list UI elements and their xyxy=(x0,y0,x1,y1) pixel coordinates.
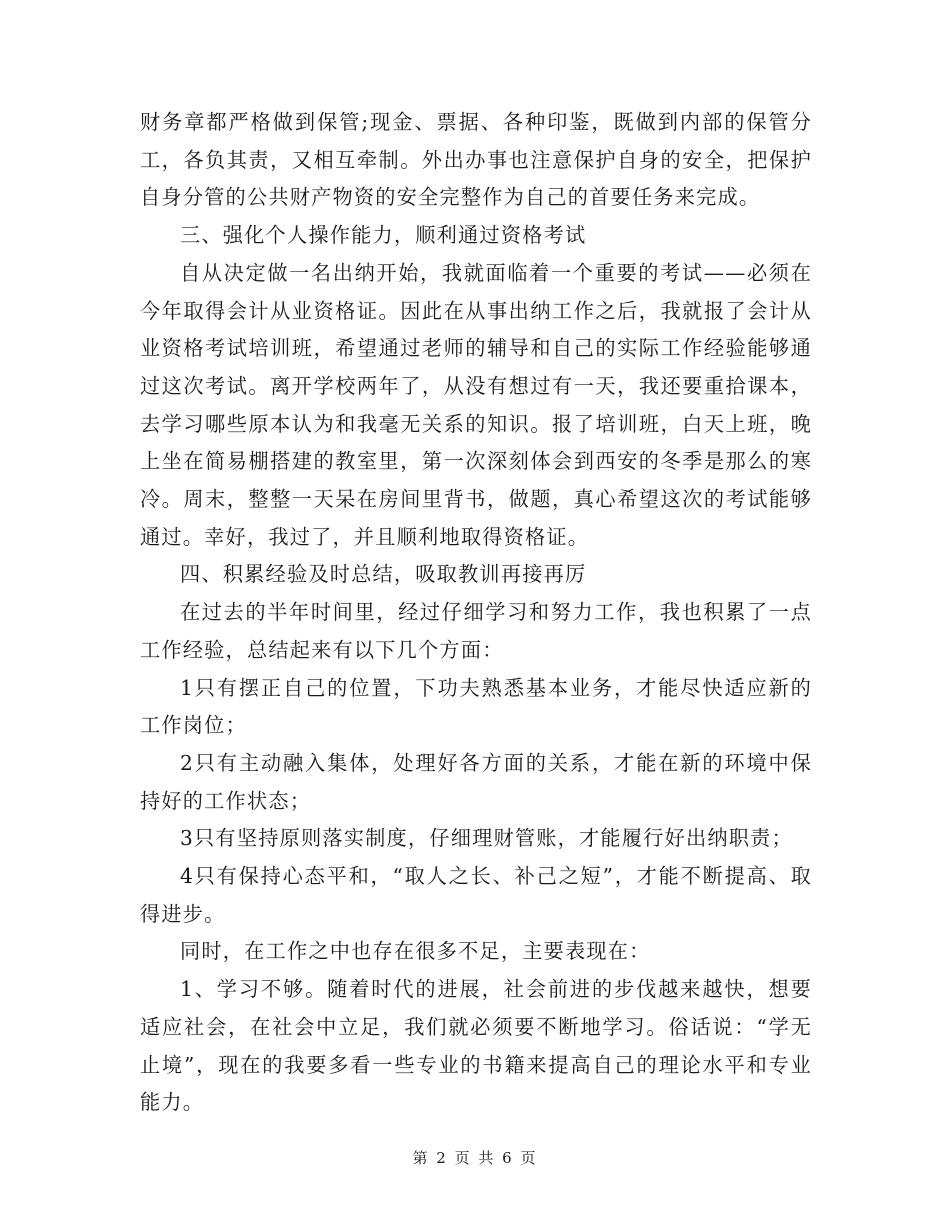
page-number-footer: 第 2 页 共 6 页 xyxy=(412,1149,538,1167)
paragraph: 同时，在工作之中也存在很多不足，主要表现在： xyxy=(180,939,651,964)
list-item: 3只有坚持原则落实制度，仔细理财管账，才能履行好出纳职责； xyxy=(180,826,793,851)
list-item: 1只有摆正自己的位置，下功夫熟悉基本业务，才能尽快适应新的工作岗位； xyxy=(140,675,812,738)
document-body xyxy=(140,104,812,1122)
paragraph: 在过去的半年时间里，经过仔细学习和努力工作，我也积累了一点工作经验，总结起来有以下几个方面： xyxy=(140,600,812,662)
list-item: 1、学习不够。随着时代的进展，社会前进的步伐越来越快，想要适应社会，在社会中立足，我们就必须要不断地学习。俗话说：“学无止境”，现在的我要多看一些专业的书籍来提高自己的理论水平和专业能力。 xyxy=(140,977,812,1115)
section-heading-4: 四、积累经验及时总结，吸取教训再接再厉 xyxy=(180,562,587,587)
paragraph: 自从决定做一名出纳开始，我就面临着一个重要的考试——必须在今年取得会计从业资格证。因此在从事出纳工作之后，我就报了会计从业资格考试培训班，希望通过老师的辅导和自己的实际工作经验能够通过这次考试。离开学校两年了，从没有想过有一天，我还要重拾课本，去学习哪些原本认为和我毫无关系的知识。报了培训班，白天上班，晚上坐在简易棚搭建的教室里，第一次深刻体会到西安的冬季是那么的寒冷。周末，整整一天呆在房间里背书，做题，真心希望这次的考试能够通过。幸好，我过了，并且顺利地取得资格证。 xyxy=(140,260,812,549)
list-item: 4只有保持心态平和，“取人之长、补己之短”，才能不断提高、取得进步。 xyxy=(140,864,812,926)
paragraph-continuation: 财务章都严格做到保管;现金、票据、各种印鉴，既做到内部的保管分工，各负其责，又相互牵制。外出办事也注意保护自身的安全，把保护自身分管的公共财产物资的安全完整作为自己的首要任务来完成。 xyxy=(140,110,812,210)
section-heading-3: 三、强化个人操作能力，顺利通过资格考试 xyxy=(180,223,587,248)
list-item: 2只有主动融入集体，处理好各方面的关系，才能在新的环境中保持好的工作状态； xyxy=(140,750,812,813)
